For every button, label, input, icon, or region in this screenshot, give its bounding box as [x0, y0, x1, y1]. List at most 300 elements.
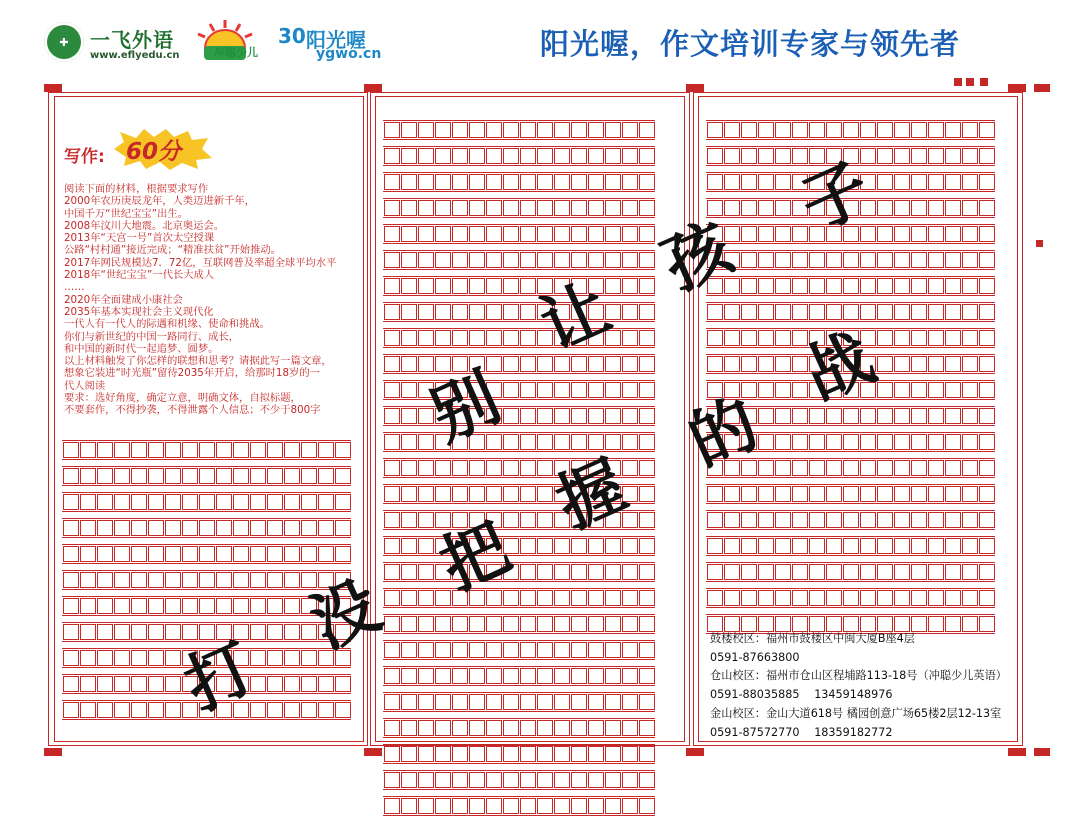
grid-cell[interactable]: [418, 668, 434, 684]
grid-cell[interactable]: [131, 624, 147, 640]
grid-cell[interactable]: [894, 200, 910, 216]
grid-cell[interactable]: [80, 572, 96, 588]
grid-cell[interactable]: [384, 356, 400, 372]
grid-cell[interactable]: [301, 494, 317, 510]
grid-cell[interactable]: [758, 564, 774, 580]
grid-cell[interactable]: [758, 408, 774, 424]
grid-cell[interactable]: [622, 642, 638, 658]
grid-cell[interactable]: [979, 512, 995, 528]
grid-cell[interactable]: [80, 546, 96, 562]
grid-cell[interactable]: [741, 174, 757, 190]
grid-cell[interactable]: [605, 538, 621, 554]
grid-cell[interactable]: [401, 772, 417, 788]
grid-cell[interactable]: [571, 616, 587, 632]
grid-cell[interactable]: [486, 642, 502, 658]
grid-cell[interactable]: [384, 304, 400, 320]
grid-cell[interactable]: [843, 434, 859, 450]
grid-cell[interactable]: [503, 122, 519, 138]
grid-cell[interactable]: [792, 278, 808, 294]
grid-cell[interactable]: [622, 252, 638, 268]
grid-cell[interactable]: [707, 486, 723, 502]
grid-cell[interactable]: [267, 520, 283, 536]
grid-cell[interactable]: [775, 408, 791, 424]
grid-cell[interactable]: [809, 590, 825, 606]
grid-cell[interactable]: [520, 772, 536, 788]
grid-cell[interactable]: [97, 624, 113, 640]
grid-cell[interactable]: [588, 590, 604, 606]
grid-cell[interactable]: [520, 408, 536, 424]
grid-cell[interactable]: [131, 572, 147, 588]
grid-cell[interactable]: [554, 382, 570, 398]
grid-cell[interactable]: [335, 494, 351, 510]
grid-cell[interactable]: [741, 382, 757, 398]
grid-cell[interactable]: [537, 356, 553, 372]
grid-cell[interactable]: [622, 148, 638, 164]
grid-cell[interactable]: [758, 278, 774, 294]
grid-cell[interactable]: [199, 442, 215, 458]
grid-cell[interactable]: [520, 590, 536, 606]
grid-cell[interactable]: [639, 460, 655, 476]
grid-cell[interactable]: [148, 650, 164, 666]
grid-cell[interactable]: [537, 694, 553, 710]
grid-cell[interactable]: [418, 460, 434, 476]
grid-cell[interactable]: [284, 468, 300, 484]
grid-cell[interactable]: [911, 278, 927, 294]
grid-cell[interactable]: [250, 442, 266, 458]
grid-cell[interactable]: [80, 676, 96, 692]
grid-cell[interactable]: [894, 252, 910, 268]
grid-cell[interactable]: [911, 226, 927, 242]
grid-cell[interactable]: [809, 434, 825, 450]
grid-cell[interactable]: [537, 538, 553, 554]
grid-cell[interactable]: [928, 200, 944, 216]
grid-cell[interactable]: [741, 512, 757, 528]
grid-cell[interactable]: [741, 356, 757, 372]
grid-cell[interactable]: [401, 304, 417, 320]
grid-cell[interactable]: [979, 278, 995, 294]
grid-cell[interactable]: [469, 278, 485, 294]
grid-cell[interactable]: [928, 122, 944, 138]
grid-cell[interactable]: [877, 252, 893, 268]
grid-cell[interactable]: [520, 512, 536, 528]
grid-cell[interactable]: [554, 148, 570, 164]
grid-cell[interactable]: [435, 798, 451, 814]
grid-cell[interactable]: [131, 468, 147, 484]
grid-cell[interactable]: [469, 252, 485, 268]
grid-cell[interactable]: [384, 668, 400, 684]
grid-cell[interactable]: [622, 356, 638, 372]
grid-cell[interactable]: [962, 330, 978, 346]
grid-cell[interactable]: [962, 590, 978, 606]
grid-cell[interactable]: [911, 408, 927, 424]
grid-cell[interactable]: [318, 702, 334, 718]
grid-cell[interactable]: [724, 122, 740, 138]
grid-cell[interactable]: [605, 408, 621, 424]
grid-cell[interactable]: [605, 668, 621, 684]
grid-cell[interactable]: [97, 650, 113, 666]
grid-cell[interactable]: [435, 122, 451, 138]
grid-cell[interactable]: [843, 408, 859, 424]
grid-cell[interactable]: [452, 148, 468, 164]
grid-cell[interactable]: [928, 434, 944, 450]
grid-cell[interactable]: [267, 598, 283, 614]
grid-cell[interactable]: [401, 226, 417, 242]
grid-cell[interactable]: [165, 546, 181, 562]
grid-cell[interactable]: [809, 278, 825, 294]
grid-cell[interactable]: [267, 468, 283, 484]
grid-cell[interactable]: [843, 512, 859, 528]
grid-cell[interactable]: [860, 486, 876, 502]
grid-cell[interactable]: [911, 460, 927, 476]
grid-cell[interactable]: [911, 252, 927, 268]
grid-cell[interactable]: [284, 546, 300, 562]
grid-cell[interactable]: [758, 382, 774, 398]
grid-cell[interactable]: [707, 304, 723, 320]
grid-cell[interactable]: [384, 720, 400, 736]
grid-cell[interactable]: [775, 590, 791, 606]
grid-cell[interactable]: [962, 304, 978, 320]
grid-cell[interactable]: [520, 434, 536, 450]
grid-cell[interactable]: [826, 538, 842, 554]
grid-cell[interactable]: [335, 676, 351, 692]
grid-cell[interactable]: [435, 226, 451, 242]
grid-cell[interactable]: [979, 564, 995, 580]
grid-cell[interactable]: [792, 122, 808, 138]
grid-cell[interactable]: [928, 512, 944, 528]
grid-cell[interactable]: [80, 442, 96, 458]
grid-cell[interactable]: [911, 382, 927, 398]
grid-cell[interactable]: [503, 330, 519, 346]
grid-cell[interactable]: [503, 772, 519, 788]
grid-cell[interactable]: [233, 468, 249, 484]
grid-cell[interactable]: [435, 642, 451, 658]
grid-cell[interactable]: [962, 538, 978, 554]
grid-cell[interactable]: [724, 148, 740, 164]
grid-cell[interactable]: [826, 564, 842, 580]
grid-cell[interactable]: [165, 702, 181, 718]
grid-cell[interactable]: [520, 642, 536, 658]
grid-cell[interactable]: [894, 382, 910, 398]
grid-cell[interactable]: [418, 694, 434, 710]
grid-cell[interactable]: [267, 624, 283, 640]
grid-cell[interactable]: [792, 252, 808, 268]
grid-cell[interactable]: [97, 468, 113, 484]
grid-cell[interactable]: [962, 200, 978, 216]
grid-cell[interactable]: [758, 512, 774, 528]
grid-cell[interactable]: [962, 278, 978, 294]
grid-cell[interactable]: [639, 122, 655, 138]
grid-cell[interactable]: [216, 468, 232, 484]
grid-cell[interactable]: [452, 746, 468, 762]
grid-cell[interactable]: [520, 746, 536, 762]
grid-cell[interactable]: [911, 200, 927, 216]
grid-cell[interactable]: [199, 572, 215, 588]
grid-cell[interactable]: [537, 720, 553, 736]
grid-cell[interactable]: [63, 572, 79, 588]
grid-cell[interactable]: [639, 642, 655, 658]
grid-cell[interactable]: [384, 486, 400, 502]
grid-cell[interactable]: [571, 720, 587, 736]
grid-cell[interactable]: [165, 520, 181, 536]
grid-cell[interactable]: [809, 512, 825, 528]
grid-cell[interactable]: [80, 624, 96, 640]
grid-cell[interactable]: [233, 572, 249, 588]
grid-cell[interactable]: [894, 148, 910, 164]
grid-cell[interactable]: [775, 304, 791, 320]
grid-cell[interactable]: [826, 252, 842, 268]
grid-cell[interactable]: [877, 304, 893, 320]
grid-cell[interactable]: [503, 616, 519, 632]
grid-cell[interactable]: [284, 520, 300, 536]
grid-cell[interactable]: [301, 468, 317, 484]
grid-cell[interactable]: [860, 590, 876, 606]
grid-cell[interactable]: [962, 460, 978, 476]
grid-cell[interactable]: [945, 408, 961, 424]
grid-cell[interactable]: [911, 356, 927, 372]
grid-cell[interactable]: [520, 538, 536, 554]
grid-cell[interactable]: [945, 122, 961, 138]
grid-cell[interactable]: [877, 538, 893, 554]
grid-cell[interactable]: [435, 148, 451, 164]
grid-cell[interactable]: [267, 676, 283, 692]
grid-cell[interactable]: [605, 148, 621, 164]
grid-cell[interactable]: [979, 382, 995, 398]
grid-cell[interactable]: [843, 278, 859, 294]
grid-cell[interactable]: [435, 616, 451, 632]
grid-cell[interactable]: [775, 356, 791, 372]
grid-cell[interactable]: [894, 486, 910, 502]
grid-cell[interactable]: [435, 200, 451, 216]
grid-cell[interactable]: [707, 590, 723, 606]
grid-cell[interactable]: [384, 408, 400, 424]
grid-cell[interactable]: [571, 564, 587, 580]
grid-cell[interactable]: [843, 486, 859, 502]
grid-cell[interactable]: [707, 512, 723, 528]
grid-cell[interactable]: [758, 148, 774, 164]
grid-cell[interactable]: [301, 676, 317, 692]
grid-cell[interactable]: [724, 174, 740, 190]
grid-cell[interactable]: [520, 616, 536, 632]
grid-cell[interactable]: [114, 520, 130, 536]
grid-cell[interactable]: [148, 624, 164, 640]
grid-cell[interactable]: [148, 676, 164, 692]
grid-cell[interactable]: [63, 494, 79, 510]
grid-cell[interactable]: [452, 668, 468, 684]
grid-cell[interactable]: [639, 434, 655, 450]
grid-cell[interactable]: [775, 226, 791, 242]
grid-cell[interactable]: [639, 278, 655, 294]
grid-cell[interactable]: [605, 694, 621, 710]
grid-cell[interactable]: [877, 486, 893, 502]
grid-cell[interactable]: [114, 702, 130, 718]
grid-cell[interactable]: [979, 460, 995, 476]
grid-cell[interactable]: [401, 798, 417, 814]
grid-cell[interactable]: [554, 720, 570, 736]
grid-cell[interactable]: [554, 538, 570, 554]
grid-cell[interactable]: [503, 486, 519, 502]
grid-cell[interactable]: [537, 226, 553, 242]
grid-cell[interactable]: [554, 122, 570, 138]
grid-cell[interactable]: [469, 720, 485, 736]
grid-cell[interactable]: [928, 252, 944, 268]
grid-cell[interactable]: [503, 148, 519, 164]
grid-cell[interactable]: [318, 676, 334, 692]
grid-cell[interactable]: [384, 382, 400, 398]
grid-cell[interactable]: [639, 330, 655, 346]
grid-cell[interactable]: [418, 720, 434, 736]
grid-cell[interactable]: [131, 598, 147, 614]
grid-cell[interactable]: [928, 564, 944, 580]
grid-cell[interactable]: [622, 746, 638, 762]
grid-cell[interactable]: [435, 668, 451, 684]
grid-cell[interactable]: [401, 148, 417, 164]
grid-cell[interactable]: [928, 486, 944, 502]
grid-cell[interactable]: [384, 538, 400, 554]
grid-cell[interactable]: [639, 356, 655, 372]
grid-cell[interactable]: [418, 798, 434, 814]
grid-cell[interactable]: [605, 226, 621, 242]
grid-cell[interactable]: [860, 252, 876, 268]
grid-cell[interactable]: [588, 200, 604, 216]
grid-cell[interactable]: [775, 122, 791, 138]
grid-cell[interactable]: [503, 694, 519, 710]
grid-cell[interactable]: [758, 226, 774, 242]
grid-cell[interactable]: [418, 304, 434, 320]
grid-cell[interactable]: [979, 174, 995, 190]
grid-cell[interactable]: [605, 382, 621, 398]
grid-cell[interactable]: [384, 798, 400, 814]
grid-cell[interactable]: [605, 798, 621, 814]
grid-cell[interactable]: [384, 642, 400, 658]
grid-cell[interactable]: [775, 382, 791, 398]
grid-cell[interactable]: [199, 520, 215, 536]
grid-cell[interactable]: [520, 356, 536, 372]
grid-cell[interactable]: [452, 174, 468, 190]
grid-cell[interactable]: [962, 226, 978, 242]
grid-cell[interactable]: [792, 304, 808, 320]
grid-cell[interactable]: [80, 520, 96, 536]
grid-cell[interactable]: [384, 122, 400, 138]
grid-cell[interactable]: [469, 200, 485, 216]
grid-cell[interactable]: [639, 200, 655, 216]
grid-cell[interactable]: [284, 650, 300, 666]
grid-cell[interactable]: [792, 460, 808, 476]
grid-cell[interactable]: [928, 538, 944, 554]
grid-cell[interactable]: [894, 226, 910, 242]
grid-cell[interactable]: [520, 720, 536, 736]
grid-cell[interactable]: [945, 200, 961, 216]
grid-cell[interactable]: [80, 468, 96, 484]
grid-cell[interactable]: [301, 520, 317, 536]
grid-cell[interactable]: [809, 122, 825, 138]
grid-cell[interactable]: [554, 642, 570, 658]
grid-cell[interactable]: [452, 720, 468, 736]
grid-cell[interactable]: [520, 148, 536, 164]
grid-cell[interactable]: [622, 538, 638, 554]
grid-cell[interactable]: [945, 382, 961, 398]
grid-cell[interactable]: [80, 702, 96, 718]
grid-cell[interactable]: [486, 278, 502, 294]
grid-cell[interactable]: [571, 772, 587, 788]
grid-cell[interactable]: [233, 546, 249, 562]
grid-cell[interactable]: [384, 278, 400, 294]
grid-cell[interactable]: [486, 200, 502, 216]
grid-cell[interactable]: [503, 642, 519, 658]
grid-cell[interactable]: [401, 512, 417, 528]
grid-cell[interactable]: [605, 200, 621, 216]
grid-cell[interactable]: [945, 590, 961, 606]
grid-cell[interactable]: [435, 460, 451, 476]
grid-cell[interactable]: [520, 122, 536, 138]
grid-cell[interactable]: [741, 252, 757, 268]
grid-cell[interactable]: [537, 382, 553, 398]
grid-cell[interactable]: [639, 408, 655, 424]
grid-cell[interactable]: [114, 572, 130, 588]
grid-cell[interactable]: [520, 200, 536, 216]
grid-cell[interactable]: [877, 408, 893, 424]
grid-cell[interactable]: [63, 598, 79, 614]
grid-cell[interactable]: [469, 642, 485, 658]
grid-cell[interactable]: [554, 798, 570, 814]
grid-cell[interactable]: [401, 460, 417, 476]
grid-cell[interactable]: [182, 442, 198, 458]
grid-cell[interactable]: [605, 252, 621, 268]
grid-cell[interactable]: [894, 122, 910, 138]
grid-cell[interactable]: [97, 572, 113, 588]
grid-cell[interactable]: [452, 772, 468, 788]
grid-cell[interactable]: [962, 434, 978, 450]
grid-cell[interactable]: [537, 590, 553, 606]
grid-cell[interactable]: [335, 702, 351, 718]
grid-cell[interactable]: [860, 148, 876, 164]
grid-cell[interactable]: [792, 512, 808, 528]
grid-cell[interactable]: [911, 564, 927, 580]
grid-cell[interactable]: [233, 520, 249, 536]
grid-cell[interactable]: [639, 174, 655, 190]
grid-cell[interactable]: [301, 650, 317, 666]
grid-cell[interactable]: [384, 512, 400, 528]
grid-cell[interactable]: [401, 330, 417, 346]
grid-cell[interactable]: [503, 382, 519, 398]
grid-cell[interactable]: [503, 278, 519, 294]
grid-cell[interactable]: [639, 564, 655, 580]
grid-cell[interactable]: [250, 598, 266, 614]
grid-cell[interactable]: [435, 772, 451, 788]
grid-cell[interactable]: [792, 590, 808, 606]
grid-cell[interactable]: [775, 434, 791, 450]
grid-cell[interactable]: [639, 746, 655, 762]
grid-cell[interactable]: [758, 304, 774, 320]
grid-cell[interactable]: [588, 382, 604, 398]
grid-cell[interactable]: [418, 564, 434, 580]
grid-cell[interactable]: [962, 174, 978, 190]
grid-cell[interactable]: [401, 720, 417, 736]
grid-cell[interactable]: [639, 616, 655, 632]
grid-cell[interactable]: [401, 200, 417, 216]
grid-cell[interactable]: [301, 442, 317, 458]
grid-cell[interactable]: [148, 442, 164, 458]
grid-cell[interactable]: [605, 174, 621, 190]
grid-cell[interactable]: [707, 148, 723, 164]
grid-cell[interactable]: [267, 572, 283, 588]
grid-cell[interactable]: [384, 564, 400, 580]
grid-cell[interactable]: [469, 330, 485, 346]
grid-cell[interactable]: [469, 148, 485, 164]
grid-cell[interactable]: [537, 668, 553, 684]
grid-cell[interactable]: [792, 564, 808, 580]
grid-cell[interactable]: [554, 564, 570, 580]
grid-cell[interactable]: [452, 616, 468, 632]
